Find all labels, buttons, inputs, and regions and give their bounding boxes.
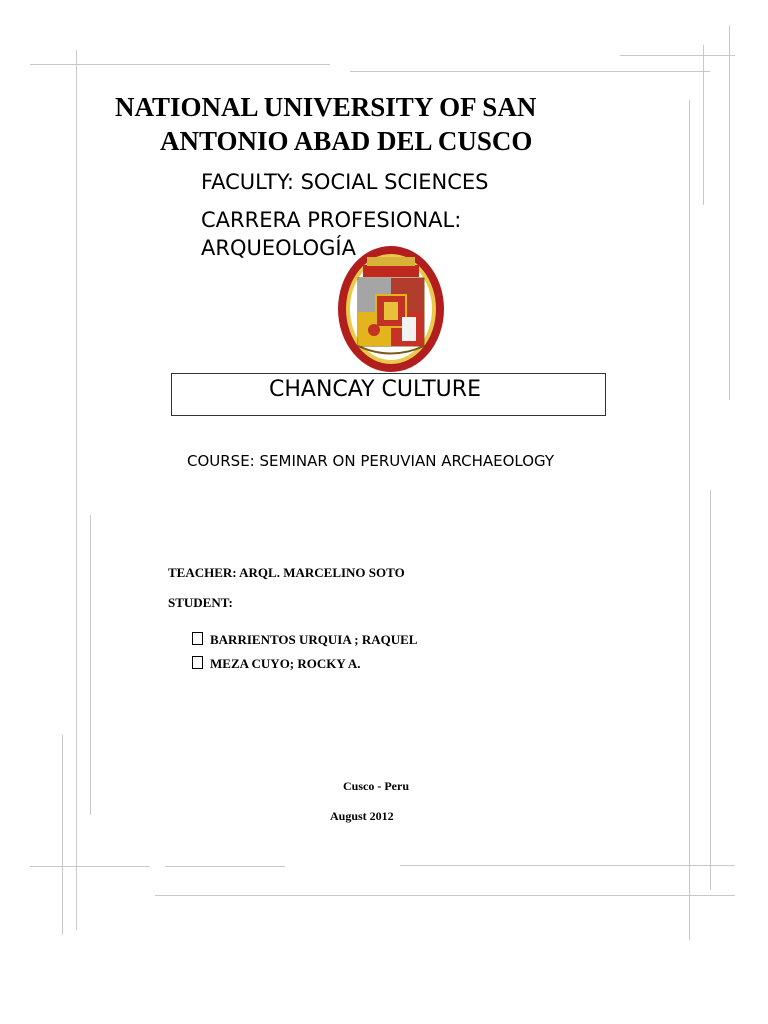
frame-line-left-inner [90, 515, 91, 815]
frame-line-right [689, 100, 690, 940]
student-item [192, 656, 360, 672]
frame-line-top-left [30, 64, 330, 65]
topic-box [171, 373, 606, 416]
carrera-line2: ARQUEOLOGÍA [201, 236, 356, 260]
checkbox-bullet-icon [192, 632, 203, 645]
university-title-line2-clipped [160, 126, 560, 156]
frame-line-left-top [76, 50, 77, 930]
university-title: NATIONAL UNIVERSITY OF SAN [115, 92, 537, 122]
frame-line-bottom [165, 866, 285, 867]
university-seal-icon [336, 245, 446, 373]
course-name: COURSE: SEMINAR ON PERUVIAN ARCHAEOLOGY [187, 452, 555, 470]
frame-line-top-right [620, 55, 735, 56]
student-name: BARRIENTOS URQUIA ; RAQUEL [210, 632, 418, 647]
carrera-line1: CARRERA PROFESIONAL: [201, 208, 462, 232]
place: Cusco - Peru [343, 779, 409, 793]
frame-line-bottom-right [400, 865, 735, 866]
student-label: STUDENT: [168, 595, 233, 610]
faculty-heading: FACULTY: SOCIAL SCIENCES [201, 170, 489, 194]
frame-line-top [350, 71, 710, 72]
frame-line-left-outer [62, 735, 63, 935]
date: August 2012 [330, 809, 394, 823]
teacher-name: TEACHER: ARQL. MARCELINO SOTO [168, 565, 405, 580]
topic-title: CHANCAY CULTURE [269, 377, 481, 402]
student-item [192, 632, 417, 648]
frame-line-bottom-left [30, 866, 150, 867]
frame-line-right-outer [703, 45, 704, 205]
university-title-line2: ANTONIO ABAD DEL CUSCO [160, 126, 533, 156]
frame-line-right-top [729, 25, 730, 400]
frame-line-bottom-lower [155, 895, 735, 896]
student-name: MEZA CUYO; ROCKY A. [210, 656, 361, 671]
frame-line-right-mid [710, 490, 711, 890]
checkbox-bullet-icon [192, 656, 203, 669]
